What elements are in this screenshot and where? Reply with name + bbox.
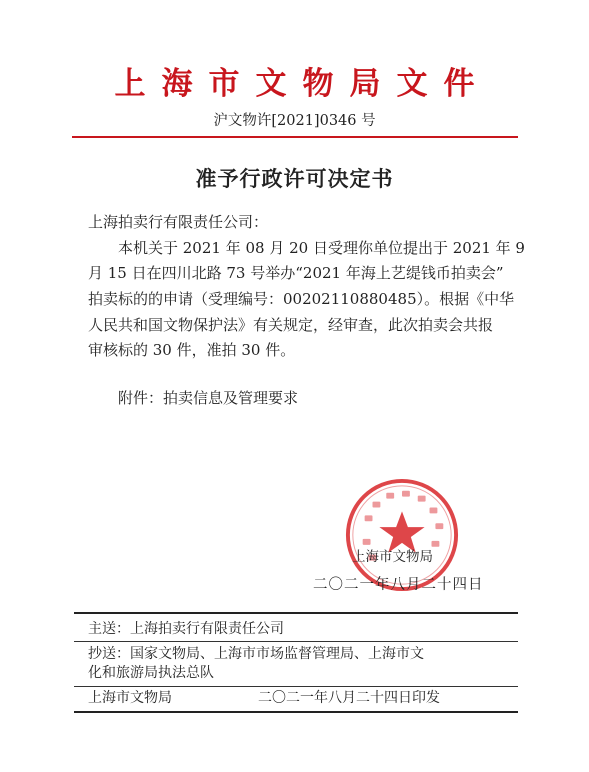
- body-line: 本机关于 2021 年 08 月 20 日受理你单位提出于 2021 年 9: [118, 239, 525, 257]
- footer-issuer: 上海市文物局: [88, 690, 172, 706]
- decision-title: 准予行政许可决定书: [195, 166, 394, 191]
- body-line: 拍卖标的的申请（受理编号：00202110880485）。根据《中华: [88, 290, 515, 308]
- footer-divider: [74, 686, 518, 687]
- addressee: 上海拍卖行有限责任公司：: [88, 213, 269, 231]
- org-header-title: 上海市文物局文件: [114, 66, 491, 102]
- attachment-note: 附件：拍卖信息及管理要求: [118, 389, 299, 407]
- body-line: 月 15 日在四川北路 73 号举办“2021 年海上艺缇钱币拍卖会”: [88, 264, 504, 282]
- body-line: 审核标的 30 件，准拍 30 件。: [88, 341, 296, 359]
- footer-top-rule: [74, 612, 518, 614]
- footer-divider: [74, 641, 518, 642]
- main-send: 主送：上海拍卖行有限责任公司: [88, 621, 284, 637]
- issuer-signature: 上海市文物局: [352, 549, 433, 565]
- document-number: 沪文物许[2021]0346 号: [213, 113, 376, 129]
- body-line: 人民共和国文物保护法》有关规定，经审查，此次拍卖会共报: [88, 316, 494, 334]
- header-red-rule: [72, 136, 518, 138]
- signature-date: 二〇二一年八月二十四日: [313, 577, 484, 593]
- footer-bottom-rule: [74, 711, 518, 713]
- cc-line: 抄送：国家文物局、上海市市场监督管理局、上海市文: [88, 646, 424, 662]
- footer-issue-date: 二〇二一年八月二十四日印发: [258, 690, 440, 706]
- cc-line: 化和旅游局执法总队: [88, 665, 214, 681]
